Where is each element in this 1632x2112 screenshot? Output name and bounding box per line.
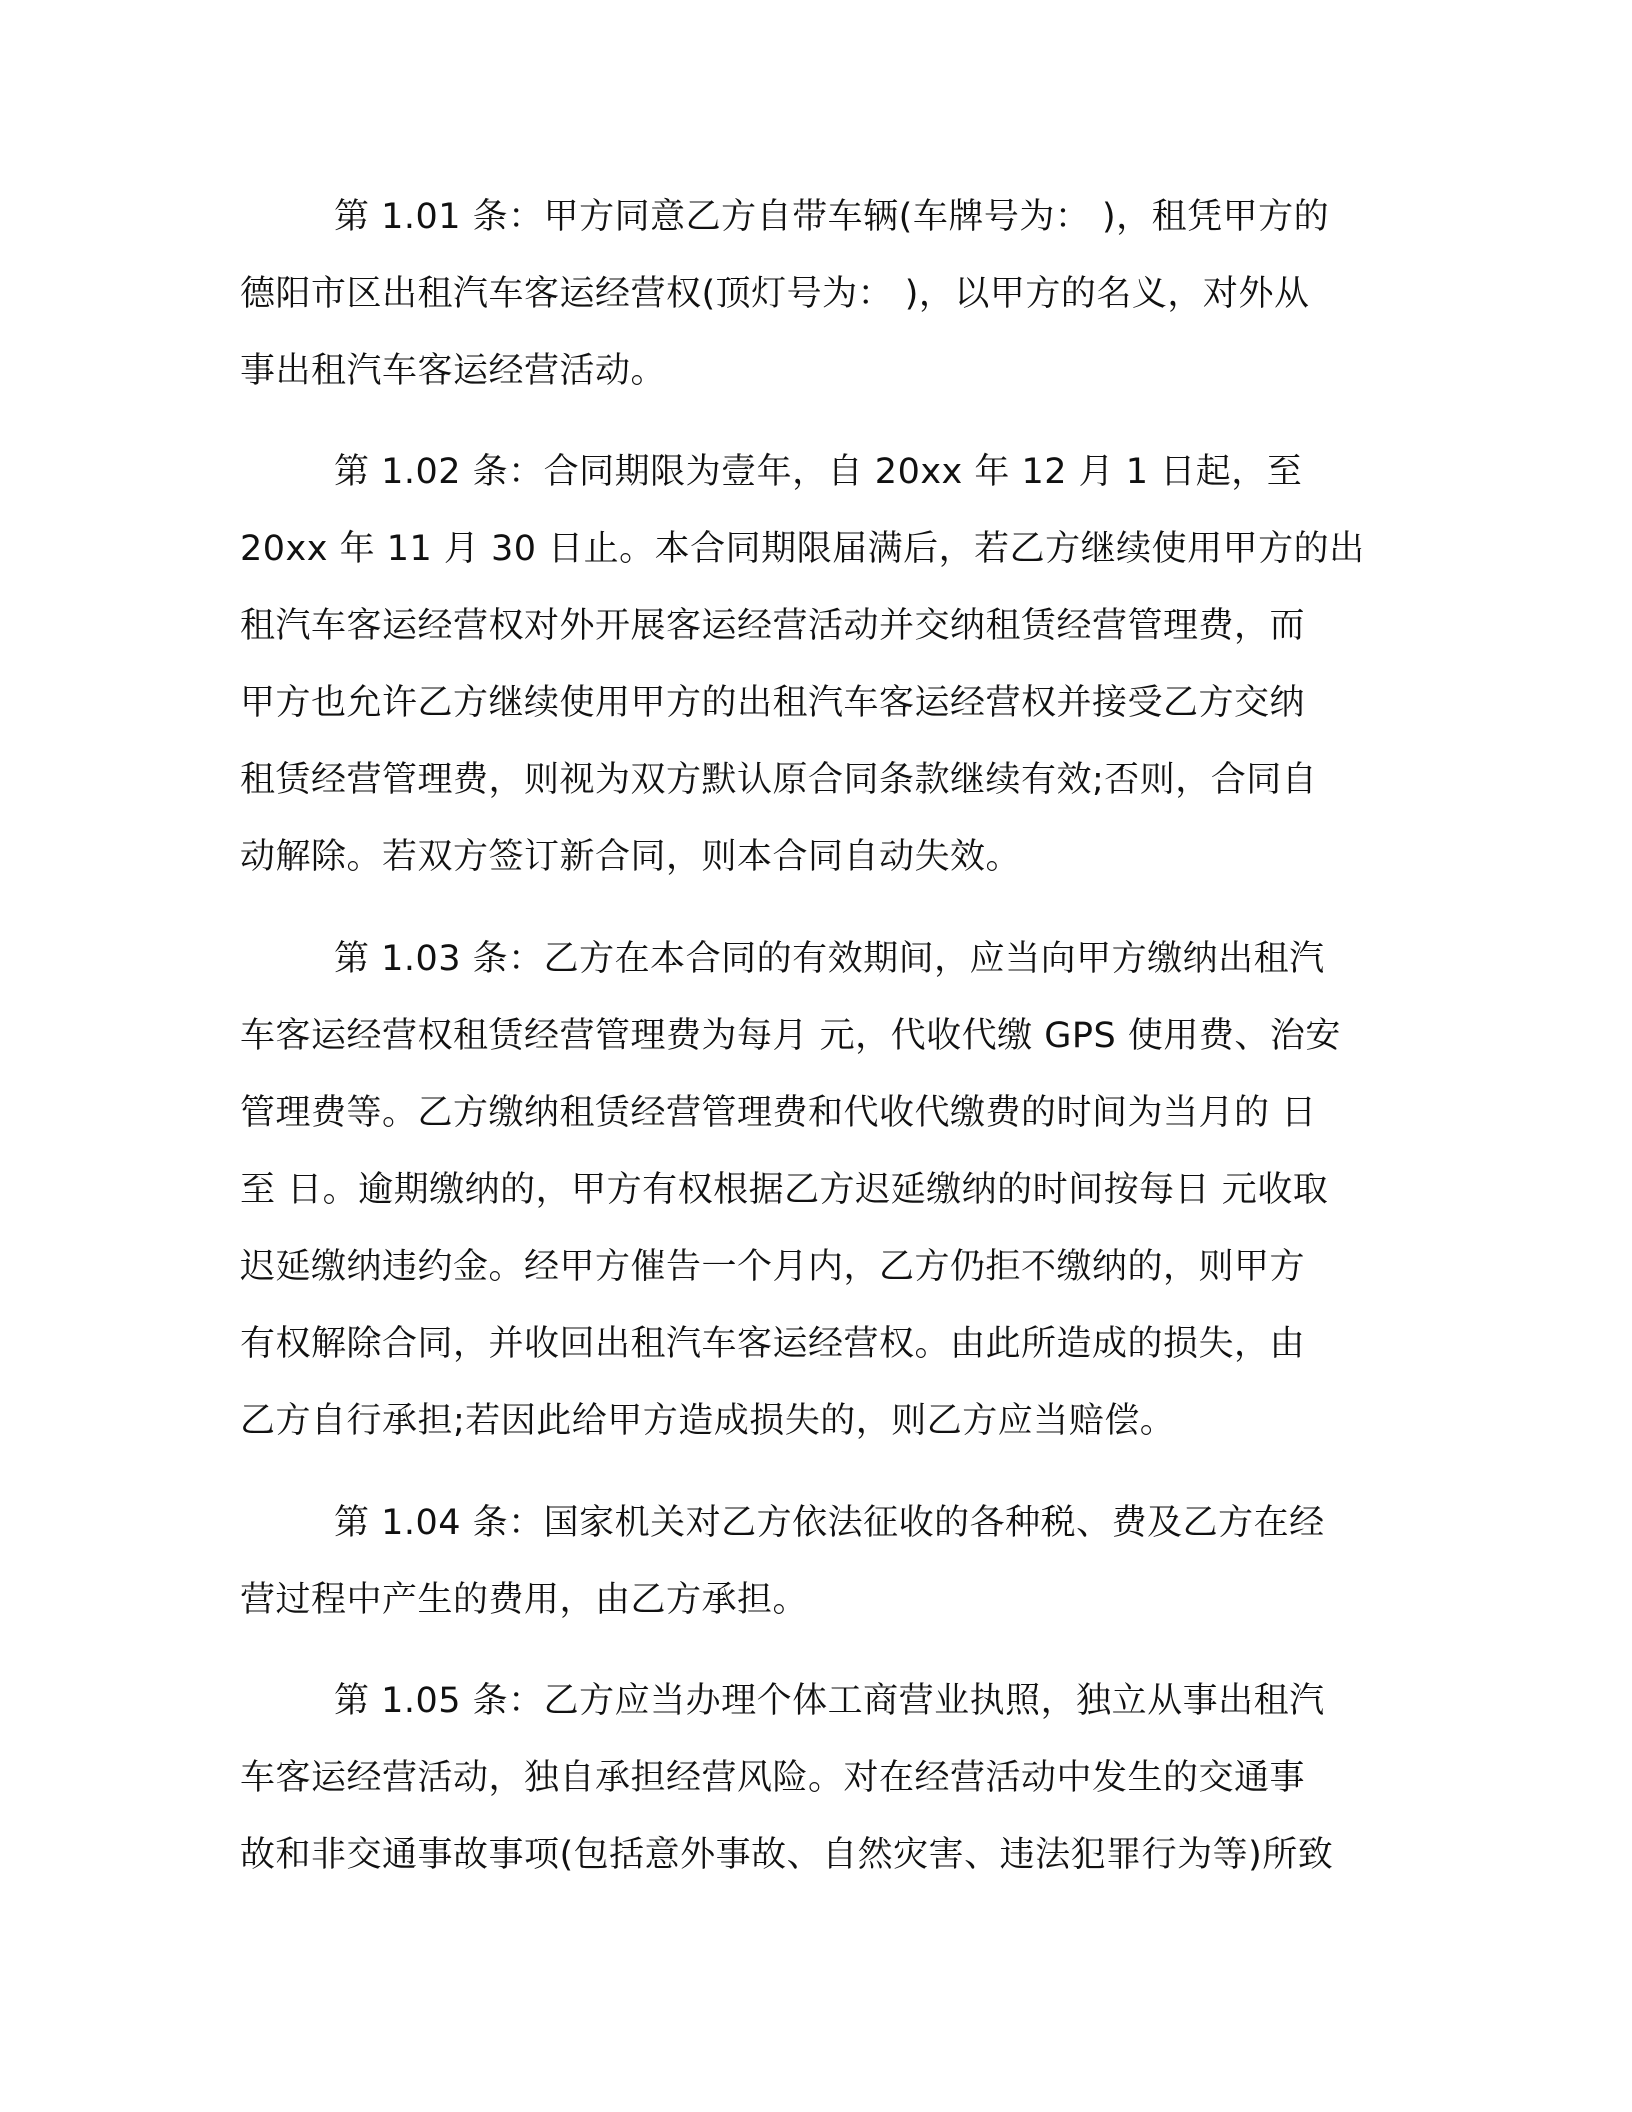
clause-line: 有权解除合同，并收回出租汽车客运经营权。由此所造成的损失，由 — [240, 1324, 1306, 1364]
clause-line: 营过程中产生的费用，由乙方承担。 — [240, 1580, 809, 1620]
clause-line: 第 1.05 条：乙方应当办理个体工商营业执照，独立从事出租汽 — [334, 1681, 1325, 1721]
clause-line: 事出租汽车客运经营活动。 — [240, 351, 667, 391]
clause-line: 故和非交通事故事项(包括意外事故、自然灾害、违法犯罪行为等)所致 — [240, 1835, 1334, 1875]
clause-line: 动解除。若双方签订新合同，则本合同自动失效。 — [240, 837, 1022, 877]
clause-line: 20xx 年 11 月 30 日止。本合同期限届满后，若乙方继续使用甲方的出 — [240, 529, 1365, 569]
clause-line: 车客运经营权租赁经营管理费为每月 元，代收代缴 GPS 使用费、治安 — [240, 1016, 1341, 1056]
clause-line: 租汽车客运经营权对外开展客运经营活动并交纳租赁经营管理费，而 — [240, 606, 1306, 646]
clause-line: 迟延缴纳违约金。经甲方催告一个月内，乙方仍拒不缴纳的，则甲方 — [240, 1247, 1306, 1287]
clause-line: 甲方也允许乙方继续使用甲方的出租汽车客运经营权并接受乙方交纳 — [240, 683, 1306, 723]
clause-line: 第 1.03 条：乙方在本合同的有效期间，应当向甲方缴纳出租汽 — [334, 939, 1325, 979]
clause-line: 车客运经营活动，独自承担经营风险。对在经营活动中发生的交通事 — [240, 1758, 1306, 1798]
clause-line: 德阳市区出租汽车客运经营权(顶灯号为： )，以甲方的名义，对外从 — [240, 274, 1310, 314]
clause-line: 乙方自行承担;若因此给甲方造成损失的，则乙方应当赔偿。 — [240, 1401, 1176, 1441]
clause-line: 至 日。逾期缴纳的，甲方有权根据乙方迟延缴纳的时间按每日 元收取 — [240, 1170, 1329, 1210]
clause-line: 第 1.01 条：甲方同意乙方自带车辆(车牌号为： )，租凭甲方的 — [334, 197, 1330, 237]
clause-line: 第 1.02 条：合同期限为壹年，自 20xx 年 12 月 1 日起，至 — [334, 452, 1303, 492]
clause-line: 租赁经营管理费，则视为双方默认原合同条款继续有效;否则，合同自 — [240, 760, 1318, 800]
clause-line: 管理费等。乙方缴纳租赁经营管理费和代收代缴费的时间为当月的 日 — [240, 1093, 1317, 1133]
clause-line: 第 1.04 条：国家机关对乙方依法征收的各种税、费及乙方在经 — [334, 1503, 1325, 1543]
